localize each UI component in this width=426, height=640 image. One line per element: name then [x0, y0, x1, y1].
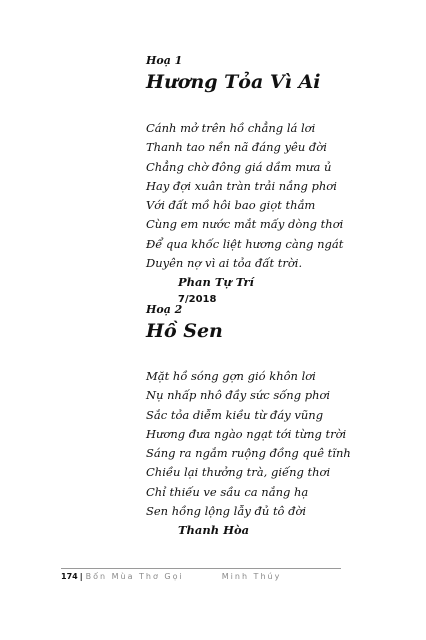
poem-title: Hồ Sen [146, 320, 223, 342]
poem-2 [146, 303, 406, 539]
poem-line: Cùng em nước mắt mấy dòng thơi [146, 217, 344, 232]
poem-author: Thanh Hòa [178, 523, 250, 538]
poem-line: Duyên nợ vì ai tỏa đất trời. [146, 256, 303, 271]
poem-line: Để qua khốc liệt hương càng ngát [146, 236, 344, 251]
poem-line: Sen hồng lộng lẫy đủ tô đời [146, 504, 307, 519]
poem-1 [146, 54, 406, 308]
poem-line: Chẳng chờ đông giá dầm mưa ủ [146, 159, 332, 174]
poem-line: Với đất mồ hôi bao giọt thắm [146, 198, 316, 213]
poem-line: Mặt hồ sóng gợn gió khôn lơi [146, 369, 316, 383]
poem-lines [146, 119, 406, 273]
poem-line: Sáng ra ngắm ruộng đồng quê tĩnh [146, 446, 351, 461]
poem-line: Sắc tỏa diễm kiều từ đáy vũng [146, 407, 324, 422]
poem-lines [146, 367, 406, 521]
poem-line: Thanh tao nền nã đáng yêu đời [146, 140, 327, 155]
page-number: 174 [61, 572, 78, 581]
poem-date: 7/2018 [178, 294, 217, 306]
page-footer [61, 568, 341, 588]
poem-line: Chỉ thiếu ve sầu ca nắng hạ [146, 484, 309, 499]
poem-line: Chiều lại thưởng trà, giếng thơi [146, 465, 331, 480]
book-author: Minh Thúy [221, 572, 282, 581]
poem-author: Phan Tự Trí [178, 275, 254, 290]
poem-title: Hương Tỏa Vì Ai [146, 71, 321, 93]
poem-line: Hương đưa ngào ngạt tới từng trời [146, 426, 347, 441]
footer-separator: | [79, 572, 83, 581]
poem-line: Hay đợi xuân tràn trải nắng phơi [146, 178, 337, 193]
poem-line: Cánh mở trên hồ chẳng lá lơi [146, 121, 316, 135]
book-title: Bốn Mùa Thơ Gọi [85, 572, 184, 581]
poem-label: Hoạ 1 [146, 54, 183, 67]
poem-line: Nụ nhấp nhô đầy sức sống phơi [146, 388, 331, 403]
poem-label: Hoạ 2 [146, 303, 183, 316]
